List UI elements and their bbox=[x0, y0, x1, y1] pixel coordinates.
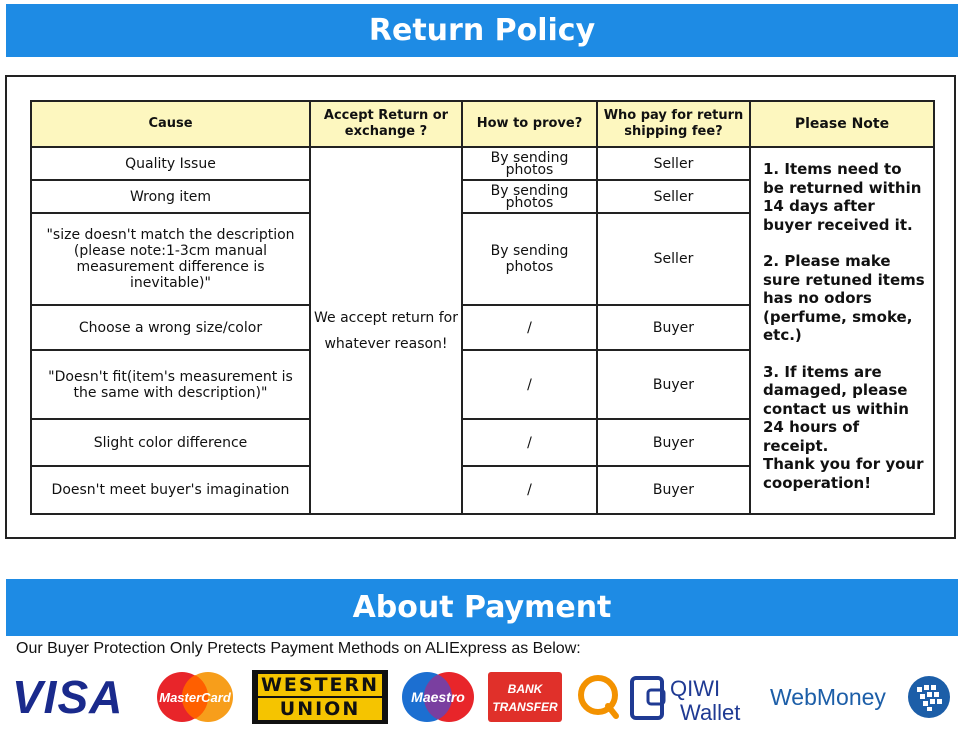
cause-cell: Choose a wrong size/color bbox=[31, 305, 310, 350]
pay-cell: Buyer bbox=[597, 466, 750, 514]
pay-cell: Seller bbox=[597, 180, 750, 213]
header-cause: Cause bbox=[31, 101, 310, 147]
table-header-row bbox=[31, 101, 934, 147]
prove-cell: / bbox=[462, 350, 597, 419]
western-union-line1: WESTERN bbox=[258, 674, 382, 696]
bank-transfer-line1: BANK bbox=[507, 682, 543, 696]
wallet-text: Wallet bbox=[680, 700, 741, 724]
bank-transfer-line2: TRANSFER bbox=[492, 700, 558, 714]
return-policy-table bbox=[30, 100, 935, 515]
prove-cell: By sending photos bbox=[462, 180, 597, 213]
prove-cell: / bbox=[462, 419, 597, 466]
pay-cell: Buyer bbox=[597, 419, 750, 466]
please-note-cell bbox=[750, 147, 934, 514]
maestro-logo bbox=[400, 670, 476, 724]
pay-cell: Seller bbox=[597, 147, 750, 180]
header-prove: How to prove? bbox=[462, 101, 597, 147]
note-thanks: Thank you for your cooperation! bbox=[763, 455, 924, 492]
cause-cell: "size doesn't match the description (please note:1-3cm manual measurement difference is inevitable)" bbox=[31, 213, 310, 305]
accept-return-cell: We accept return for whatever reason! bbox=[310, 147, 462, 514]
cause-cell: Slight color difference bbox=[31, 419, 310, 466]
pay-cell: Seller bbox=[597, 213, 750, 305]
header-note: Please Note bbox=[750, 101, 934, 147]
return-policy-banner: Return Policy bbox=[6, 4, 958, 57]
webmoney-globe-icon bbox=[906, 670, 952, 724]
qiwi-wallet-logo bbox=[576, 670, 760, 724]
western-union-line2: UNION bbox=[258, 698, 382, 720]
prove-cell: By sending photos bbox=[462, 147, 597, 180]
pay-cell: Buyer bbox=[597, 350, 750, 419]
cause-cell: Doesn't meet buyer's imagination bbox=[31, 466, 310, 514]
header-accept: Accept Return or exchange ? bbox=[310, 101, 462, 147]
note-2: 2. Please make sure retuned items has no odors (perfume, smoke, etc.) bbox=[763, 252, 925, 344]
prove-cell: By sending photos bbox=[462, 213, 597, 305]
visa-logo: VISA bbox=[12, 671, 124, 723]
pay-cell: Buyer bbox=[597, 305, 750, 350]
mastercard-text: MasterCard bbox=[159, 690, 231, 705]
prove-cell: / bbox=[462, 305, 597, 350]
prove-cell: / bbox=[462, 466, 597, 514]
western-union-logo bbox=[252, 670, 388, 724]
header-who-pay: Who pay for return shipping fee? bbox=[597, 101, 750, 147]
mastercard-logo bbox=[154, 670, 236, 724]
bank-transfer-logo bbox=[488, 672, 562, 722]
cause-cell: "Doesn't fit(item's measurement is the same with description)" bbox=[31, 350, 310, 419]
note-1: 1. Items need to be returned within 14 days after buyer received it. bbox=[763, 160, 922, 234]
webmoney-logo: WebMoney bbox=[770, 684, 886, 710]
cause-cell: Quality Issue bbox=[31, 147, 310, 180]
cause-cell: Wrong item bbox=[31, 180, 310, 213]
maestro-text: Maestro bbox=[411, 689, 465, 705]
note-3: 3. If items are damaged, please contact us within 24 hours of receipt. bbox=[763, 362, 909, 455]
table-row bbox=[31, 147, 934, 180]
buyer-protection-text: Our Buyer Protection Only Pretects Payment Methods on ALIExpress as Below: bbox=[16, 640, 581, 657]
qiwi-text: QIWI bbox=[670, 676, 721, 701]
about-payment-banner: About Payment bbox=[6, 579, 958, 636]
